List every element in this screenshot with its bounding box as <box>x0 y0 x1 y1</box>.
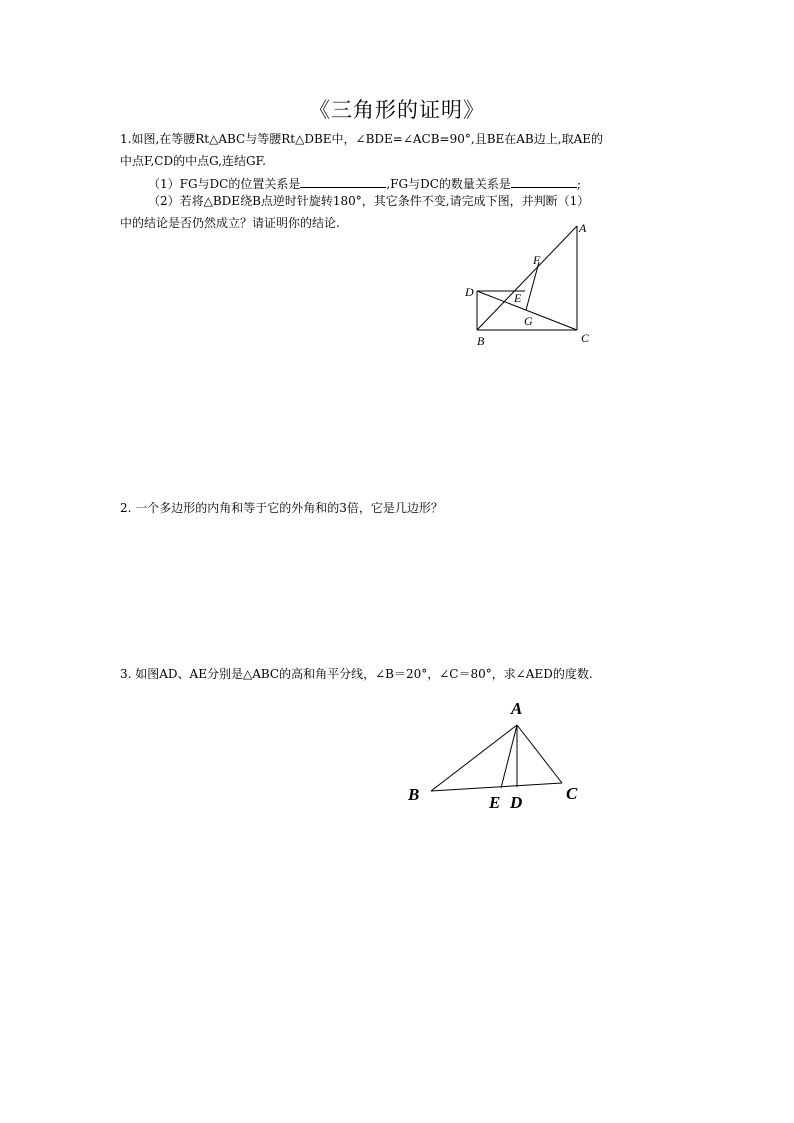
page-title: 《三角形的证明》 <box>309 98 485 122</box>
q1-line-1: 1.如图,在等腰Rt△ABC与等腰Rt△DBE中，∠BDE=∠ACB=90°,且BE在AB边上,取AE的 <box>120 132 603 146</box>
label-e: E <box>489 793 501 812</box>
q1-sub-question-2: （2）若将△BDE绕B点逆时针旋转180°，其它条件不变,请完成下图，并判断（1） <box>148 194 590 208</box>
label-g: G <box>524 314 533 328</box>
q1-sub1-text-b: ,FG与DC的数量关系是 <box>386 177 511 191</box>
q3-figure <box>400 695 600 820</box>
answer-blank-quantity[interactable] <box>511 175 577 188</box>
q1-sub1-text-a: （1）FG与DC的位置关系是 <box>148 177 301 191</box>
segment-fg <box>526 262 539 310</box>
q1-figure <box>455 218 605 353</box>
label-f: F <box>533 253 541 267</box>
q3-text: 3. 如图AD、AE分别是△ABC的高和角平分线，∠B＝20°，∠C＝80°，求∠AED的度数. <box>120 667 593 681</box>
segment-bc <box>431 783 562 791</box>
segment-ac <box>517 725 562 783</box>
label-d: D <box>465 285 474 299</box>
label-b: B <box>408 785 420 804</box>
segment-ae <box>501 725 517 788</box>
q1-sub1-text-c: ; <box>576 177 581 191</box>
q1-sub-question-1 <box>148 175 581 192</box>
answer-blank-position[interactable] <box>300 175 386 188</box>
q2-text: 2. 一个多边形的内角和等于它的外角和的3倍，它是几边形？ <box>120 501 443 515</box>
label-d: D <box>510 793 523 812</box>
label-c: C <box>566 784 578 803</box>
label-c: C <box>581 331 590 345</box>
label-a: A <box>579 221 587 235</box>
label-b: B <box>477 334 485 348</box>
q1-line-5: 中的结论是否仍然成立？请证明你的结论. <box>120 216 340 230</box>
label-e: E <box>514 291 522 305</box>
q1-line-2: 中点F,CD的中点G,连结GF. <box>120 154 266 168</box>
label-a: A <box>511 699 523 718</box>
segment-ab <box>431 725 517 791</box>
